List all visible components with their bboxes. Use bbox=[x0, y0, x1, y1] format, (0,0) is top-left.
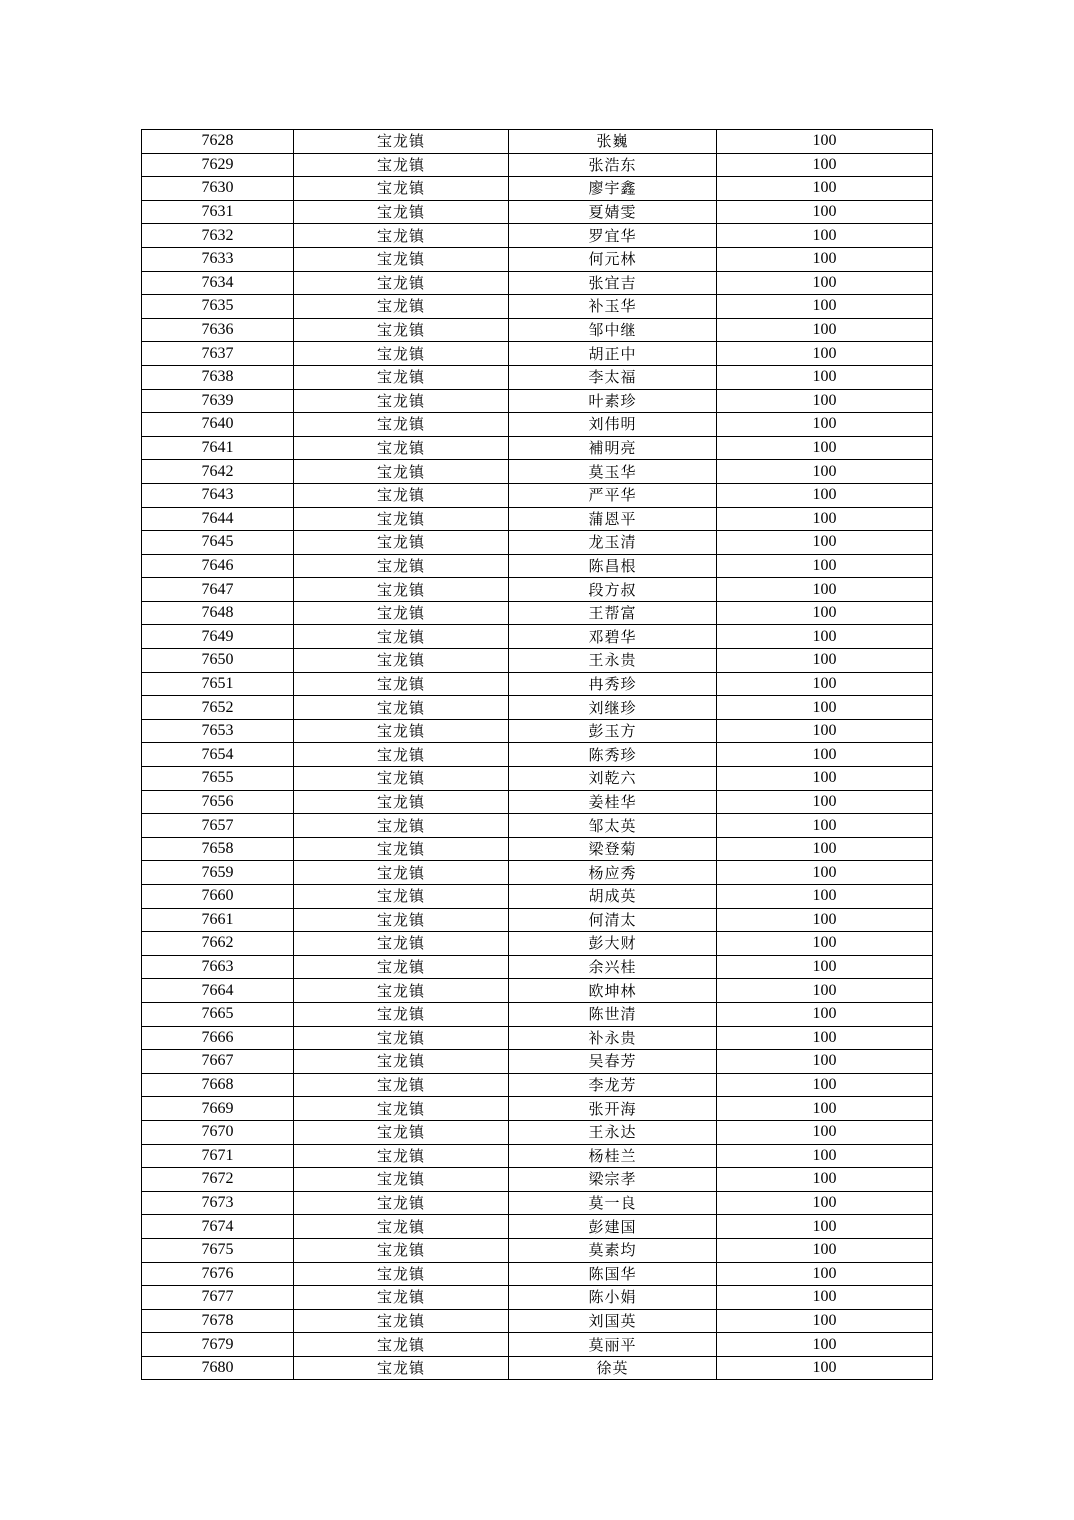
town-cell: 宝龙镇 bbox=[294, 1073, 509, 1097]
table-row bbox=[142, 224, 933, 248]
amount-cell: 100 bbox=[717, 177, 933, 201]
person-name-cell: 王永贵 bbox=[509, 649, 717, 673]
town-cell: 宝龙镇 bbox=[294, 177, 509, 201]
amount-cell: 100 bbox=[717, 1333, 933, 1357]
town-cell: 宝龙镇 bbox=[294, 436, 509, 460]
table-row bbox=[142, 531, 933, 555]
town-cell: 宝龙镇 bbox=[294, 649, 509, 673]
table-row bbox=[142, 932, 933, 956]
row-number-cell: 7653 bbox=[142, 719, 294, 743]
amount-cell: 100 bbox=[717, 1168, 933, 1192]
town-cell: 宝龙镇 bbox=[294, 908, 509, 932]
row-number-cell: 7675 bbox=[142, 1238, 294, 1262]
town-cell: 宝龙镇 bbox=[294, 719, 509, 743]
town-cell: 宝龙镇 bbox=[294, 130, 509, 154]
row-number-cell: 7659 bbox=[142, 861, 294, 885]
amount-cell: 100 bbox=[717, 743, 933, 767]
amount-cell: 100 bbox=[717, 271, 933, 295]
table-row bbox=[142, 672, 933, 696]
row-number-cell: 7658 bbox=[142, 837, 294, 861]
town-cell: 宝龙镇 bbox=[294, 979, 509, 1003]
town-cell: 宝龙镇 bbox=[294, 1002, 509, 1026]
person-name-cell: 胡正中 bbox=[509, 342, 717, 366]
person-name-cell: 陈世清 bbox=[509, 1002, 717, 1026]
row-number-cell: 7635 bbox=[142, 295, 294, 319]
town-cell: 宝龙镇 bbox=[294, 200, 509, 224]
person-name-cell: 罗宜华 bbox=[509, 224, 717, 248]
town-cell: 宝龙镇 bbox=[294, 365, 509, 389]
row-number-cell: 7641 bbox=[142, 436, 294, 460]
table-row bbox=[142, 1097, 933, 1121]
table-row bbox=[142, 177, 933, 201]
row-number-cell: 7628 bbox=[142, 130, 294, 154]
amount-cell: 100 bbox=[717, 932, 933, 956]
town-cell: 宝龙镇 bbox=[294, 1026, 509, 1050]
roster-table-body bbox=[142, 130, 933, 1380]
amount-cell: 100 bbox=[717, 389, 933, 413]
person-name-cell: 王永达 bbox=[509, 1120, 717, 1144]
town-cell: 宝龙镇 bbox=[294, 672, 509, 696]
person-name-cell: 刘国英 bbox=[509, 1309, 717, 1333]
amount-cell: 100 bbox=[717, 436, 933, 460]
town-cell: 宝龙镇 bbox=[294, 1168, 509, 1192]
person-name-cell: 补永贵 bbox=[509, 1026, 717, 1050]
row-number-cell: 7672 bbox=[142, 1168, 294, 1192]
table-row bbox=[142, 908, 933, 932]
table-row bbox=[142, 625, 933, 649]
table-row bbox=[142, 955, 933, 979]
person-name-cell: 龙玉清 bbox=[509, 531, 717, 555]
person-name-cell: 余兴桂 bbox=[509, 955, 717, 979]
table-row bbox=[142, 200, 933, 224]
table-row bbox=[142, 1120, 933, 1144]
amount-cell: 100 bbox=[717, 861, 933, 885]
town-cell: 宝龙镇 bbox=[294, 625, 509, 649]
person-name-cell: 杨应秀 bbox=[509, 861, 717, 885]
town-cell: 宝龙镇 bbox=[294, 318, 509, 342]
person-name-cell: 张浩东 bbox=[509, 153, 717, 177]
town-cell: 宝龙镇 bbox=[294, 247, 509, 271]
town-cell: 宝龙镇 bbox=[294, 932, 509, 956]
table-row bbox=[142, 1144, 933, 1168]
town-cell: 宝龙镇 bbox=[294, 1238, 509, 1262]
amount-cell: 100 bbox=[717, 578, 933, 602]
row-number-cell: 7666 bbox=[142, 1026, 294, 1050]
row-number-cell: 7643 bbox=[142, 483, 294, 507]
row-number-cell: 7642 bbox=[142, 460, 294, 484]
person-name-cell: 段方叔 bbox=[509, 578, 717, 602]
amount-cell: 100 bbox=[717, 1026, 933, 1050]
person-name-cell: 刘乾六 bbox=[509, 767, 717, 791]
person-name-cell: 莫丽平 bbox=[509, 1333, 717, 1357]
row-number-cell: 7630 bbox=[142, 177, 294, 201]
table-row bbox=[142, 318, 933, 342]
row-number-cell: 7631 bbox=[142, 200, 294, 224]
amount-cell: 100 bbox=[717, 1191, 933, 1215]
town-cell: 宝龙镇 bbox=[294, 483, 509, 507]
table-row bbox=[142, 1026, 933, 1050]
amount-cell: 100 bbox=[717, 1286, 933, 1310]
amount-cell: 100 bbox=[717, 153, 933, 177]
row-number-cell: 7664 bbox=[142, 979, 294, 1003]
person-name-cell: 吴春芳 bbox=[509, 1050, 717, 1074]
table-row bbox=[142, 1050, 933, 1074]
town-cell: 宝龙镇 bbox=[294, 389, 509, 413]
town-cell: 宝龙镇 bbox=[294, 696, 509, 720]
amount-cell: 100 bbox=[717, 1144, 933, 1168]
amount-cell: 100 bbox=[717, 554, 933, 578]
town-cell: 宝龙镇 bbox=[294, 885, 509, 909]
amount-cell: 100 bbox=[717, 130, 933, 154]
amount-cell: 100 bbox=[717, 1120, 933, 1144]
amount-cell: 100 bbox=[717, 483, 933, 507]
table-row bbox=[142, 814, 933, 838]
amount-cell: 100 bbox=[717, 200, 933, 224]
row-number-cell: 7633 bbox=[142, 247, 294, 271]
row-number-cell: 7655 bbox=[142, 767, 294, 791]
person-name-cell: 邓碧华 bbox=[509, 625, 717, 649]
amount-cell: 100 bbox=[717, 507, 933, 531]
person-name-cell: 邹中继 bbox=[509, 318, 717, 342]
table-row bbox=[142, 153, 933, 177]
amount-cell: 100 bbox=[717, 719, 933, 743]
row-number-cell: 7640 bbox=[142, 413, 294, 437]
amount-cell: 100 bbox=[717, 837, 933, 861]
table-row bbox=[142, 554, 933, 578]
row-number-cell: 7674 bbox=[142, 1215, 294, 1239]
person-name-cell: 陈国华 bbox=[509, 1262, 717, 1286]
row-number-cell: 7661 bbox=[142, 908, 294, 932]
table-row bbox=[142, 436, 933, 460]
person-name-cell: 李龙芳 bbox=[509, 1073, 717, 1097]
row-number-cell: 7673 bbox=[142, 1191, 294, 1215]
town-cell: 宝龙镇 bbox=[294, 743, 509, 767]
person-name-cell: 刘继珍 bbox=[509, 696, 717, 720]
person-name-cell: 李太福 bbox=[509, 365, 717, 389]
table-row bbox=[142, 130, 933, 154]
row-number-cell: 7629 bbox=[142, 153, 294, 177]
table-row bbox=[142, 342, 933, 366]
row-number-cell: 7665 bbox=[142, 1002, 294, 1026]
table-row bbox=[142, 247, 933, 271]
person-name-cell: 莫玉华 bbox=[509, 460, 717, 484]
table-row bbox=[142, 413, 933, 437]
town-cell: 宝龙镇 bbox=[294, 814, 509, 838]
town-cell: 宝龙镇 bbox=[294, 554, 509, 578]
table-row bbox=[142, 271, 933, 295]
town-cell: 宝龙镇 bbox=[294, 837, 509, 861]
amount-cell: 100 bbox=[717, 672, 933, 696]
person-name-cell: 邹太英 bbox=[509, 814, 717, 838]
person-name-cell: 彭建国 bbox=[509, 1215, 717, 1239]
person-name-cell: 廖宇鑫 bbox=[509, 177, 717, 201]
table-row bbox=[142, 578, 933, 602]
town-cell: 宝龙镇 bbox=[294, 531, 509, 555]
amount-cell: 100 bbox=[717, 1002, 933, 1026]
amount-cell: 100 bbox=[717, 767, 933, 791]
table-row bbox=[142, 1215, 933, 1239]
row-number-cell: 7637 bbox=[142, 342, 294, 366]
town-cell: 宝龙镇 bbox=[294, 342, 509, 366]
row-number-cell: 7638 bbox=[142, 365, 294, 389]
amount-cell: 100 bbox=[717, 649, 933, 673]
amount-cell: 100 bbox=[717, 1238, 933, 1262]
town-cell: 宝龙镇 bbox=[294, 224, 509, 248]
row-number-cell: 7649 bbox=[142, 625, 294, 649]
person-name-cell: 莫一良 bbox=[509, 1191, 717, 1215]
town-cell: 宝龙镇 bbox=[294, 1120, 509, 1144]
table-row bbox=[142, 1191, 933, 1215]
row-number-cell: 7648 bbox=[142, 601, 294, 625]
row-number-cell: 7676 bbox=[142, 1262, 294, 1286]
amount-cell: 100 bbox=[717, 625, 933, 649]
person-name-cell: 刘伟明 bbox=[509, 413, 717, 437]
amount-cell: 100 bbox=[717, 295, 933, 319]
person-name-cell: 胡成英 bbox=[509, 885, 717, 909]
person-name-cell: 陈小娟 bbox=[509, 1286, 717, 1310]
table-row bbox=[142, 1002, 933, 1026]
row-number-cell: 7663 bbox=[142, 955, 294, 979]
row-number-cell: 7671 bbox=[142, 1144, 294, 1168]
town-cell: 宝龙镇 bbox=[294, 1144, 509, 1168]
row-number-cell: 7679 bbox=[142, 1333, 294, 1357]
table-row bbox=[142, 861, 933, 885]
amount-cell: 100 bbox=[717, 247, 933, 271]
table-row bbox=[142, 696, 933, 720]
amount-cell: 100 bbox=[717, 696, 933, 720]
row-number-cell: 7650 bbox=[142, 649, 294, 673]
town-cell: 宝龙镇 bbox=[294, 1309, 509, 1333]
amount-cell: 100 bbox=[717, 342, 933, 366]
table-row bbox=[142, 979, 933, 1003]
amount-cell: 100 bbox=[717, 979, 933, 1003]
town-cell: 宝龙镇 bbox=[294, 413, 509, 437]
table-row bbox=[142, 649, 933, 673]
row-number-cell: 7656 bbox=[142, 790, 294, 814]
amount-cell: 100 bbox=[717, 1356, 933, 1380]
amount-cell: 100 bbox=[717, 601, 933, 625]
person-name-cell: 补玉华 bbox=[509, 295, 717, 319]
row-number-cell: 7639 bbox=[142, 389, 294, 413]
amount-cell: 100 bbox=[717, 365, 933, 389]
table-row bbox=[142, 837, 933, 861]
row-number-cell: 7646 bbox=[142, 554, 294, 578]
table-row bbox=[142, 1356, 933, 1380]
amount-cell: 100 bbox=[717, 1215, 933, 1239]
person-name-cell: 彭玉方 bbox=[509, 719, 717, 743]
amount-cell: 100 bbox=[717, 1050, 933, 1074]
table-row bbox=[142, 1168, 933, 1192]
amount-cell: 100 bbox=[717, 224, 933, 248]
amount-cell: 100 bbox=[717, 1073, 933, 1097]
table-row bbox=[142, 1286, 933, 1310]
person-name-cell: 张开海 bbox=[509, 1097, 717, 1121]
person-name-cell: 叶素珍 bbox=[509, 389, 717, 413]
person-name-cell: 张宜吉 bbox=[509, 271, 717, 295]
amount-cell: 100 bbox=[717, 955, 933, 979]
town-cell: 宝龙镇 bbox=[294, 1262, 509, 1286]
amount-cell: 100 bbox=[717, 1262, 933, 1286]
table-row bbox=[142, 507, 933, 531]
town-cell: 宝龙镇 bbox=[294, 861, 509, 885]
table-row bbox=[142, 365, 933, 389]
row-number-cell: 7652 bbox=[142, 696, 294, 720]
amount-cell: 100 bbox=[717, 1097, 933, 1121]
town-cell: 宝龙镇 bbox=[294, 460, 509, 484]
table-row bbox=[142, 767, 933, 791]
table-row bbox=[142, 483, 933, 507]
row-number-cell: 7654 bbox=[142, 743, 294, 767]
row-number-cell: 7651 bbox=[142, 672, 294, 696]
person-name-cell: 冉秀珍 bbox=[509, 672, 717, 696]
town-cell: 宝龙镇 bbox=[294, 1050, 509, 1074]
row-number-cell: 7668 bbox=[142, 1073, 294, 1097]
row-number-cell: 7634 bbox=[142, 271, 294, 295]
table-row bbox=[142, 389, 933, 413]
row-number-cell: 7647 bbox=[142, 578, 294, 602]
amount-cell: 100 bbox=[717, 460, 933, 484]
person-name-cell: 梁宗孝 bbox=[509, 1168, 717, 1192]
table-row bbox=[142, 1073, 933, 1097]
person-name-cell: 欧坤林 bbox=[509, 979, 717, 1003]
table-row bbox=[142, 1309, 933, 1333]
town-cell: 宝龙镇 bbox=[294, 153, 509, 177]
town-cell: 宝龙镇 bbox=[294, 1097, 509, 1121]
row-number-cell: 7669 bbox=[142, 1097, 294, 1121]
town-cell: 宝龙镇 bbox=[294, 1333, 509, 1357]
town-cell: 宝龙镇 bbox=[294, 767, 509, 791]
roster-table bbox=[141, 129, 933, 1380]
table-row bbox=[142, 885, 933, 909]
table-row bbox=[142, 460, 933, 484]
person-name-cell: 梁登菊 bbox=[509, 837, 717, 861]
person-name-cell: 莫素均 bbox=[509, 1238, 717, 1262]
town-cell: 宝龙镇 bbox=[294, 578, 509, 602]
town-cell: 宝龙镇 bbox=[294, 1286, 509, 1310]
town-cell: 宝龙镇 bbox=[294, 1215, 509, 1239]
amount-cell: 100 bbox=[717, 531, 933, 555]
row-number-cell: 7645 bbox=[142, 531, 294, 555]
row-number-cell: 7657 bbox=[142, 814, 294, 838]
person-name-cell: 张巍 bbox=[509, 130, 717, 154]
amount-cell: 100 bbox=[717, 908, 933, 932]
row-number-cell: 7662 bbox=[142, 932, 294, 956]
row-number-cell: 7632 bbox=[142, 224, 294, 248]
amount-cell: 100 bbox=[717, 413, 933, 437]
person-name-cell: 蒲恩平 bbox=[509, 507, 717, 531]
person-name-cell: 徐英 bbox=[509, 1356, 717, 1380]
town-cell: 宝龙镇 bbox=[294, 601, 509, 625]
person-name-cell: 彭大财 bbox=[509, 932, 717, 956]
table-row bbox=[142, 719, 933, 743]
town-cell: 宝龙镇 bbox=[294, 955, 509, 979]
town-cell: 宝龙镇 bbox=[294, 790, 509, 814]
person-name-cell: 姜桂华 bbox=[509, 790, 717, 814]
amount-cell: 100 bbox=[717, 885, 933, 909]
table-row bbox=[142, 790, 933, 814]
town-cell: 宝龙镇 bbox=[294, 271, 509, 295]
table-row bbox=[142, 1262, 933, 1286]
row-number-cell: 7660 bbox=[142, 885, 294, 909]
row-number-cell: 7644 bbox=[142, 507, 294, 531]
person-name-cell: 严平华 bbox=[509, 483, 717, 507]
person-name-cell: 陈昌根 bbox=[509, 554, 717, 578]
row-number-cell: 7667 bbox=[142, 1050, 294, 1074]
town-cell: 宝龙镇 bbox=[294, 507, 509, 531]
person-name-cell: 王帮富 bbox=[509, 601, 717, 625]
town-cell: 宝龙镇 bbox=[294, 295, 509, 319]
table-row bbox=[142, 295, 933, 319]
row-number-cell: 7636 bbox=[142, 318, 294, 342]
amount-cell: 100 bbox=[717, 318, 933, 342]
person-name-cell: 陈秀珍 bbox=[509, 743, 717, 767]
person-name-cell: 補明亮 bbox=[509, 436, 717, 460]
row-number-cell: 7670 bbox=[142, 1120, 294, 1144]
person-name-cell: 杨桂兰 bbox=[509, 1144, 717, 1168]
row-number-cell: 7680 bbox=[142, 1356, 294, 1380]
table-row bbox=[142, 743, 933, 767]
person-name-cell: 何清太 bbox=[509, 908, 717, 932]
row-number-cell: 7677 bbox=[142, 1286, 294, 1310]
amount-cell: 100 bbox=[717, 790, 933, 814]
town-cell: 宝龙镇 bbox=[294, 1191, 509, 1215]
amount-cell: 100 bbox=[717, 1309, 933, 1333]
town-cell: 宝龙镇 bbox=[294, 1356, 509, 1380]
table-row bbox=[142, 601, 933, 625]
row-number-cell: 7678 bbox=[142, 1309, 294, 1333]
person-name-cell: 夏婧雯 bbox=[509, 200, 717, 224]
amount-cell: 100 bbox=[717, 814, 933, 838]
table-row bbox=[142, 1238, 933, 1262]
table-row bbox=[142, 1333, 933, 1357]
person-name-cell: 何元林 bbox=[509, 247, 717, 271]
